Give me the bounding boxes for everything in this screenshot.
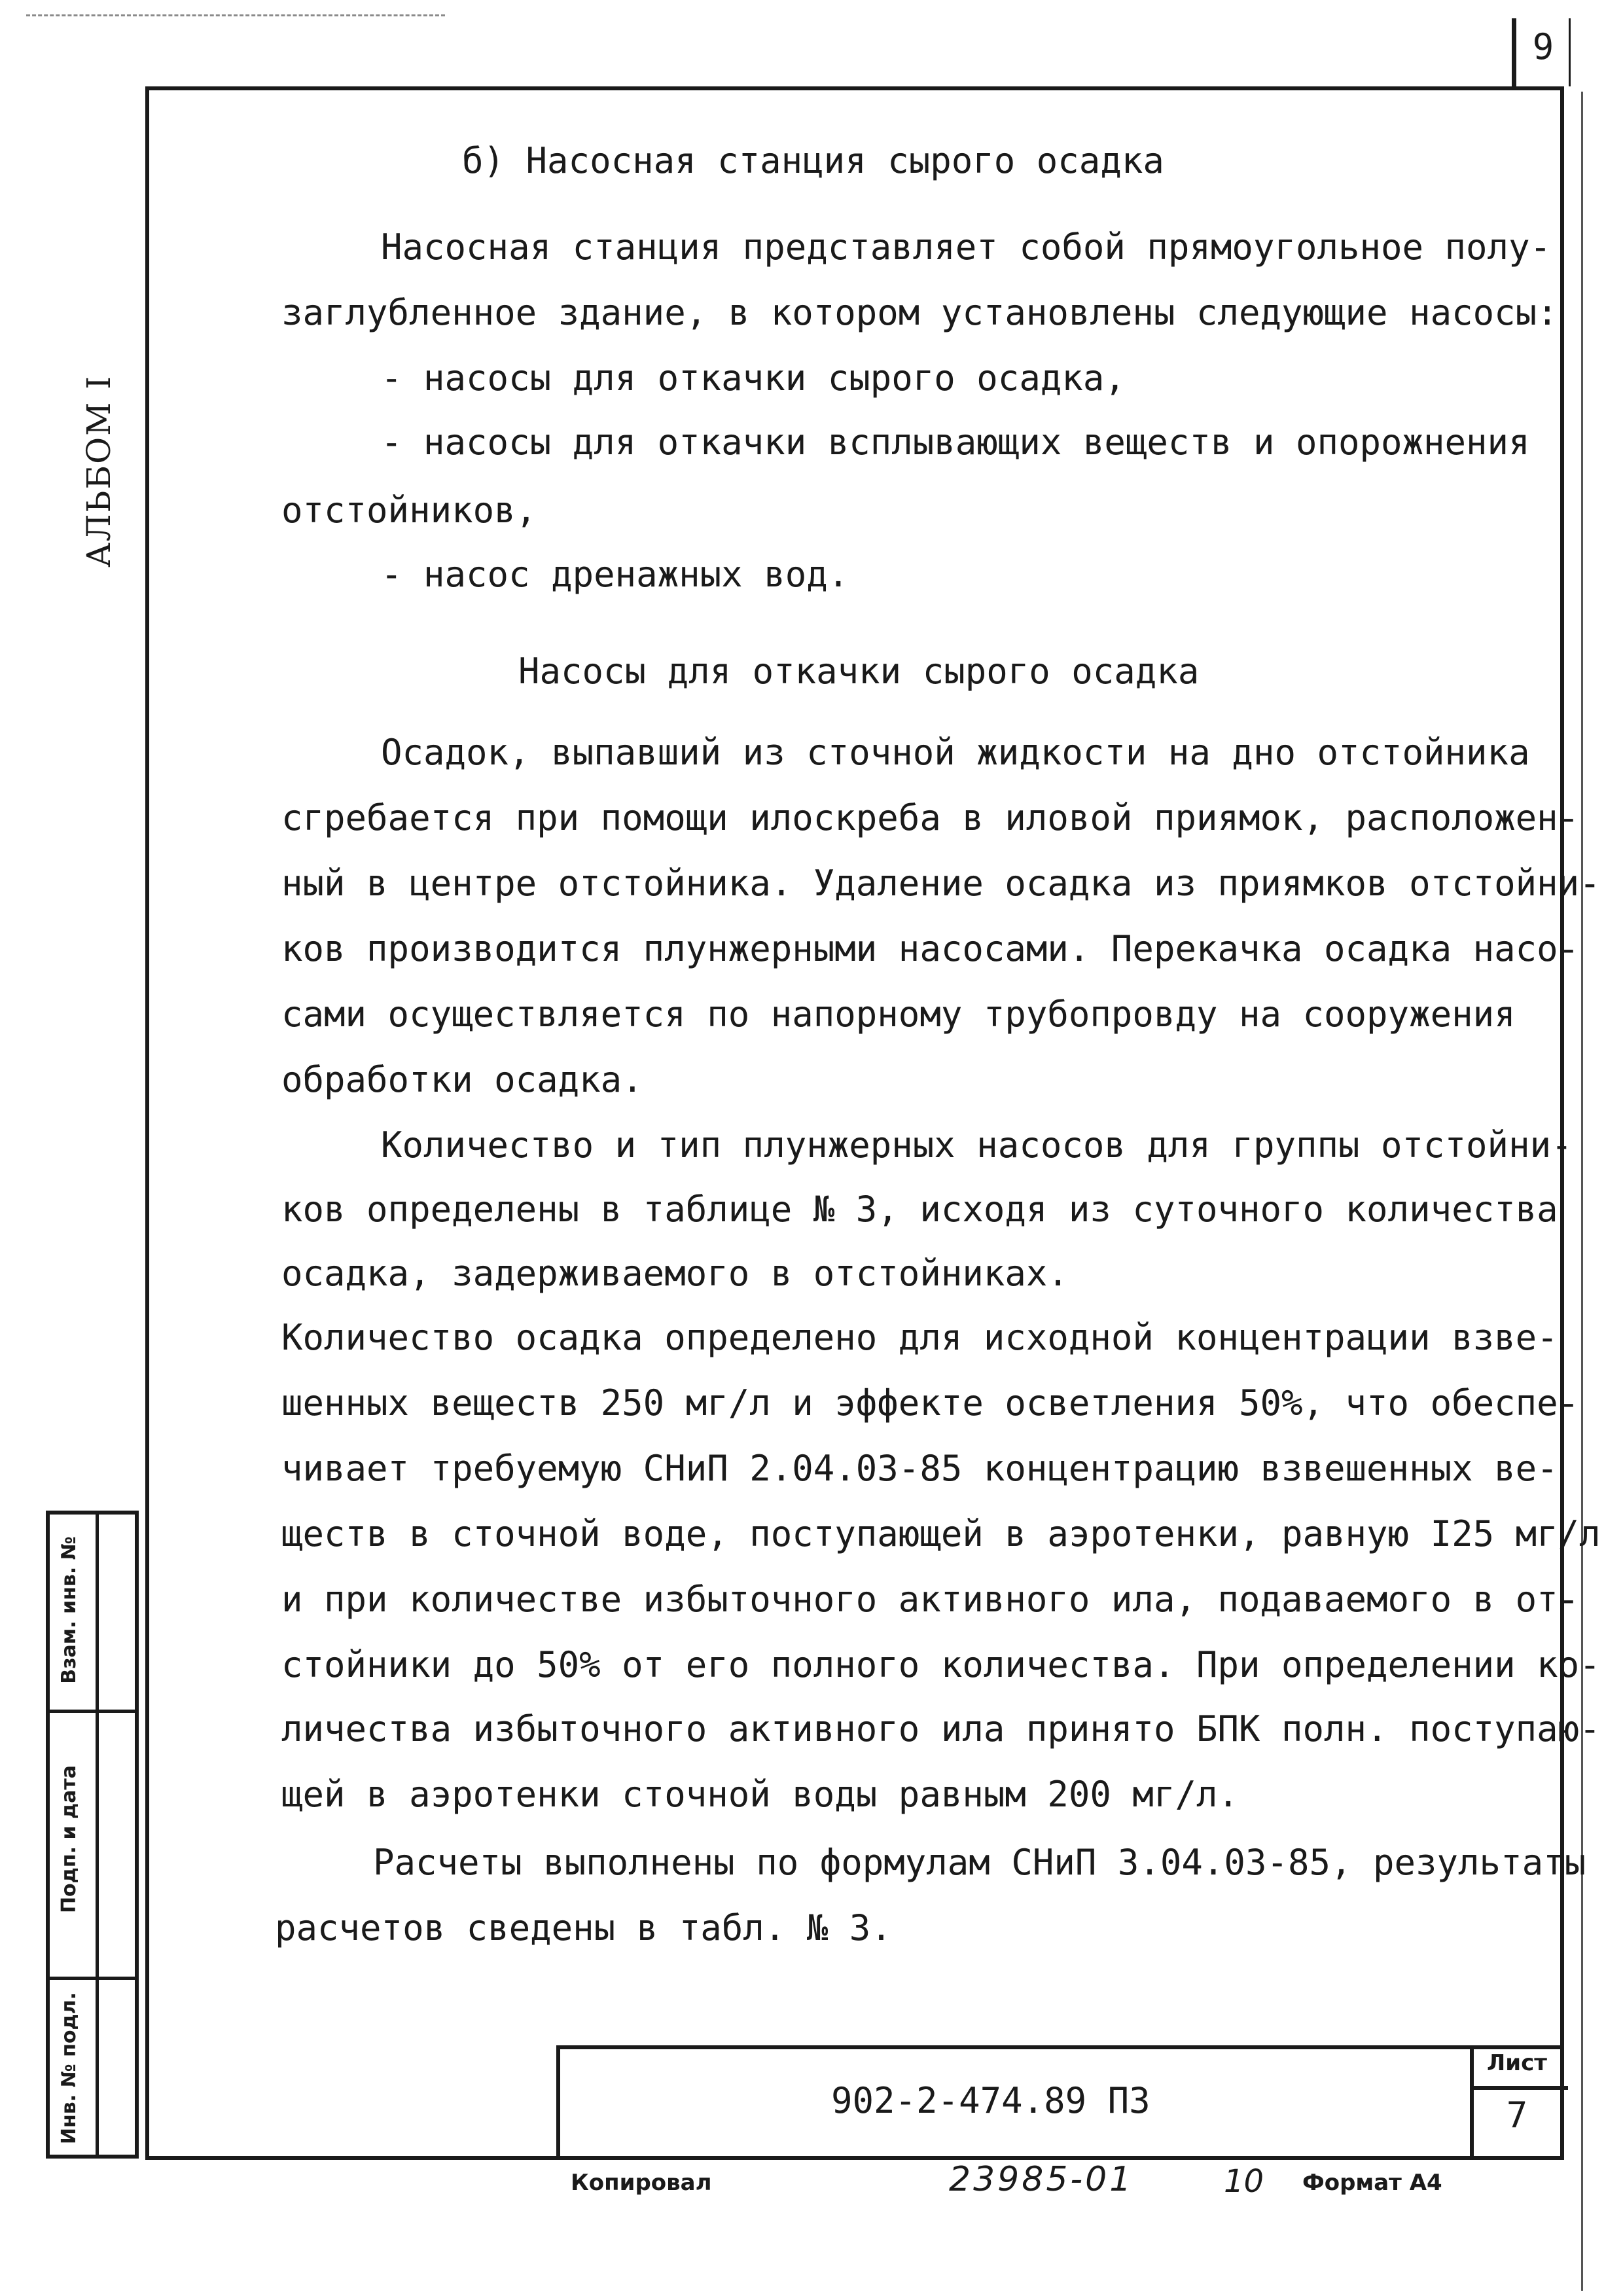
body-line: расчетов сведены в табл. № 3. <box>275 1907 892 1948</box>
title-block-divider <box>1470 2086 1568 2090</box>
body-line: и при количестве избыточного активного ила, подаваемого в от- <box>281 1579 1580 1620</box>
sheet-number: 7 <box>1506 2094 1528 2136</box>
footer-handwritten-ten: 10 <box>1224 2163 1264 2200</box>
side-label-podp-data: Подп. и дата <box>58 1765 80 1914</box>
side-strip-divider <box>96 1515 99 2155</box>
footer-format-label: Формат А4 <box>1302 2170 1442 2196</box>
section-title: б) Насосная станция сырого осадка <box>462 140 1164 181</box>
body-line: сами осуществляется по напорному трубопровду на сооружения <box>281 994 1516 1035</box>
body-line: осадка, задерживаемого в отстойниках. <box>281 1253 1069 1294</box>
sheet-label: Лист <box>1487 2050 1547 2076</box>
body-line: сгребается при помощи илоскреба в иловой приямок, расположен- <box>281 797 1580 838</box>
body-line: ков производится плунжерными насосами. Перекачка осадка насо- <box>281 928 1580 969</box>
subsection-title: Насосы для откачки сырого осадка <box>518 651 1200 692</box>
side-label-inv-podl: Инв. № подл. <box>58 1992 80 2145</box>
side-label-vzam-inv: Взам. инв. № <box>58 1536 80 1684</box>
body-line: обработки осадка. <box>281 1059 643 1100</box>
side-strip-divider <box>50 1710 135 1713</box>
scan-artifact-line <box>26 14 445 16</box>
intro-line: Насосная станция представляет собой прямоугольное полу- <box>381 226 1552 268</box>
intro-line: - насос дренажных вод. <box>381 554 849 595</box>
body-line: шенных веществ 250 мг/л и эффекте осветления 50%, что обеспе- <box>281 1382 1580 1424</box>
body-line: Количество осадка определено для исходной концентрации взве- <box>281 1317 1558 1358</box>
album-label: АЛЬБОМ I <box>80 375 118 567</box>
footer-copied-label: Копировал <box>571 2170 712 2196</box>
side-strip-divider <box>50 1977 135 1980</box>
body-line: ков определены в таблице № 3, исходя из суточного количества <box>281 1189 1558 1230</box>
footer-handwritten-number: 23985-01 <box>949 2160 1134 2199</box>
intro-line: - насосы для откачки сырого осадка, <box>381 357 1126 399</box>
body-line: ный в центре отстойника. Удаление осадка из приямков отстойни- <box>281 863 1601 904</box>
body-line: Осадок, выпавший из сточной жидкости на дно отстойника <box>381 732 1530 773</box>
intro-line: - насосы для откачки всплывающих веществ и опорожнения <box>381 422 1530 463</box>
body-line: щей в аэротенки сточной воды равным 200 мг/л. <box>281 1774 1239 1815</box>
body-line: личества избыточного активного ила принято БПК полн. поступаю- <box>281 1708 1601 1749</box>
document-code: 902-2-474.89 ПЗ <box>831 2080 1150 2121</box>
page-number: 9 <box>1532 26 1554 67</box>
body-line: ществ в сточной воде, поступающей в аэротенки, равную I25 мг/л <box>281 1513 1601 1554</box>
title-block-divider <box>1470 2049 1474 2160</box>
body-line: Расчеты выполнены по формулам СНиП 3.04.03-85, результаты <box>373 1842 1586 1883</box>
body-line: Количество и тип плунжерных насосов для группы отстойни- <box>381 1124 1573 1166</box>
body-line: чивает требуемую СНиП 2.04.03-85 концентрацию взвешенных ве- <box>281 1448 1558 1489</box>
intro-line: отстойников, <box>281 490 537 531</box>
intro-line: заглубленное здание, в котором установлены следующие насосы: <box>281 292 1558 333</box>
page-edge-line <box>1581 92 1583 2291</box>
body-line: стойники до 50% от его полного количества. При определении ко- <box>281 1644 1601 1685</box>
